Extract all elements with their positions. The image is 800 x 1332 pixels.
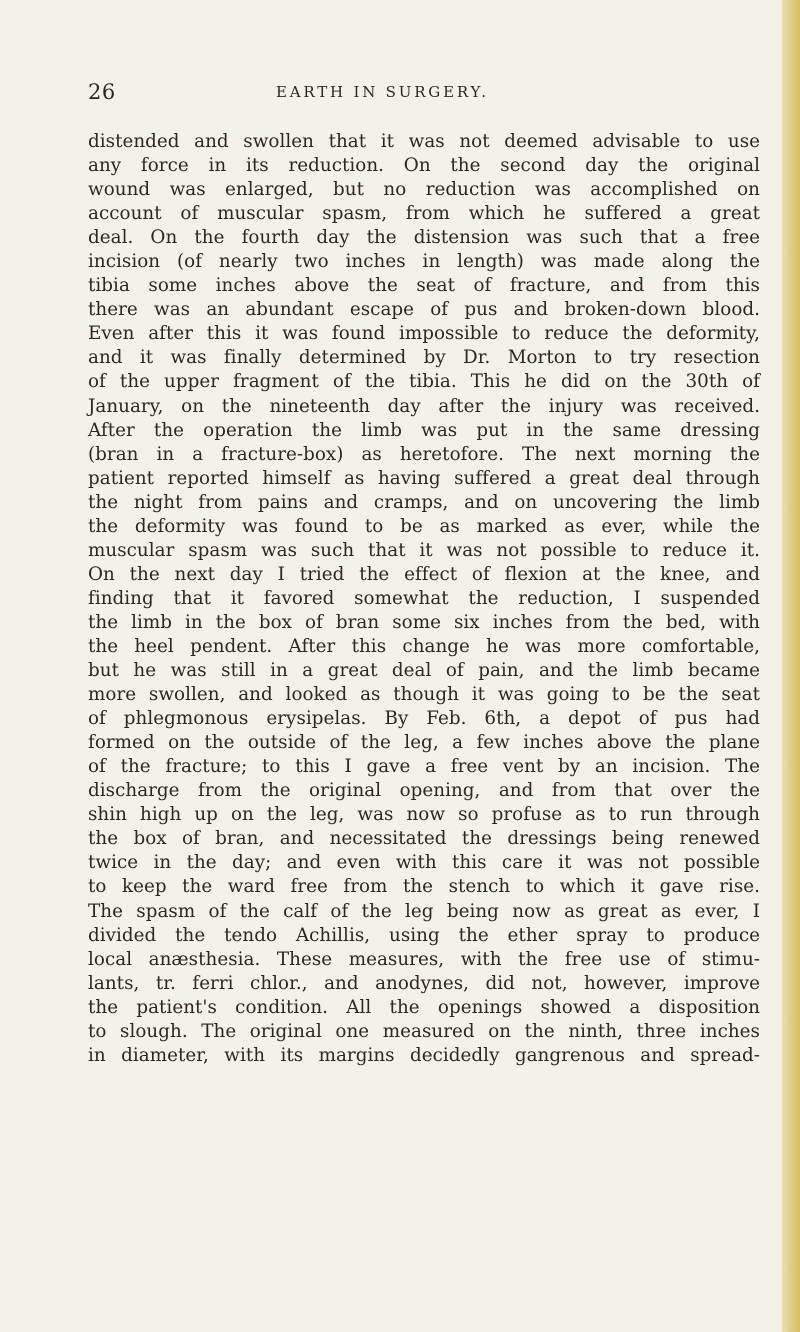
text-line: in diameter, with its margins decidedly gangrenous and spread- — [88, 1044, 760, 1066]
text-line: of the upper fragment of the tibia. This he did on the 30th of — [88, 371, 760, 393]
text-line: muscular spasm was such that it was not possible to reduce it. — [88, 539, 760, 561]
text-line: the heel pendent. After this change he was more comfortable, — [88, 635, 760, 657]
text-line: the box of bran, and necessitated the dressings being renewed — [88, 828, 760, 850]
text-line: any force in its reduction. On the second day the original — [88, 155, 760, 177]
text-line: patient reported himself as having suffered a great deal through — [88, 467, 760, 489]
text-line: of the fracture; to this I gave a free vent by an incision. The — [88, 756, 760, 778]
text-line: formed on the outside of the leg, a few inches above the plane — [88, 732, 760, 754]
text-line: the patient's condition. All the openings showed a disposition — [88, 996, 760, 1018]
text-line: The spasm of the calf of the leg being now as great as ever, I — [88, 900, 760, 922]
text-line: lants, tr. ferri chlor., and anodynes, did not, however, improve — [88, 972, 760, 994]
text-line: of phlegmonous erysipelas. By Feb. 6th, a depot of pus had — [88, 708, 760, 730]
running-head: EARTH IN SURGERY. — [276, 83, 489, 101]
text-line: to slough. The original one measured on the ninth, three inches — [88, 1020, 760, 1042]
text-line: the deformity was found to be as marked as ever, while the — [88, 515, 760, 537]
text-line: finding that it favored somewhat the reduction, I suspended — [88, 587, 760, 609]
text-line: to keep the ward free from the stench to which it gave rise. — [88, 876, 760, 898]
body-text — [88, 130, 760, 1068]
text-line: account of muscular spasm, from which he suffered a great — [88, 203, 760, 225]
text-line: shin high up on the leg, was now so profuse as to run through — [88, 804, 760, 826]
text-line: deal. On the fourth day the distension was such that a free — [88, 227, 760, 249]
text-line: the night from pains and cramps, and on uncovering the limb — [88, 491, 760, 513]
text-line: discharge from the original opening, and from that over the — [88, 780, 760, 802]
page-number: 26 — [88, 80, 116, 104]
text-line: (bran in a fracture-box) as heretofore. The next morning the — [88, 443, 760, 465]
text-line: local anæsthesia. These measures, with the free use of stimu- — [88, 948, 760, 970]
text-line: but he was still in a great deal of pain, and the limb became — [88, 660, 760, 682]
text-line: distended and swollen that it was not deemed advisable to use — [88, 131, 760, 152]
text-line: the limb in the box of bran some six inches from the bed, with — [88, 611, 760, 633]
page-header — [88, 80, 758, 110]
text-line: Even after this it was found impossible to reduce the deformity, — [88, 323, 760, 345]
text-line: and it was finally determined by Dr. Morton to try resection — [88, 347, 760, 369]
text-line: After the operation the limb was put in the same dressing — [88, 419, 760, 441]
page-edge — [782, 0, 800, 1332]
text-line: divided the tendo Achillis, using the ether spray to produce — [88, 924, 760, 946]
text-line: incision (of nearly two inches in length) was made along the — [88, 251, 760, 273]
text-line: more swollen, and looked as though it was going to be the seat — [88, 684, 760, 706]
text-line: January, on the nineteenth day after the injury was received. — [88, 395, 760, 417]
text-line: wound was enlarged, but no reduction was accomplished on — [88, 179, 760, 201]
text-line: tibia some inches above the seat of fracture, and from this — [88, 275, 760, 297]
text-line: there was an abundant escape of pus and broken-down blood. — [88, 299, 760, 321]
text-line: twice in the day; and even with this care it was not possible — [88, 852, 760, 874]
text-line: On the next day I tried the effect of flexion at the knee, and — [88, 563, 760, 585]
